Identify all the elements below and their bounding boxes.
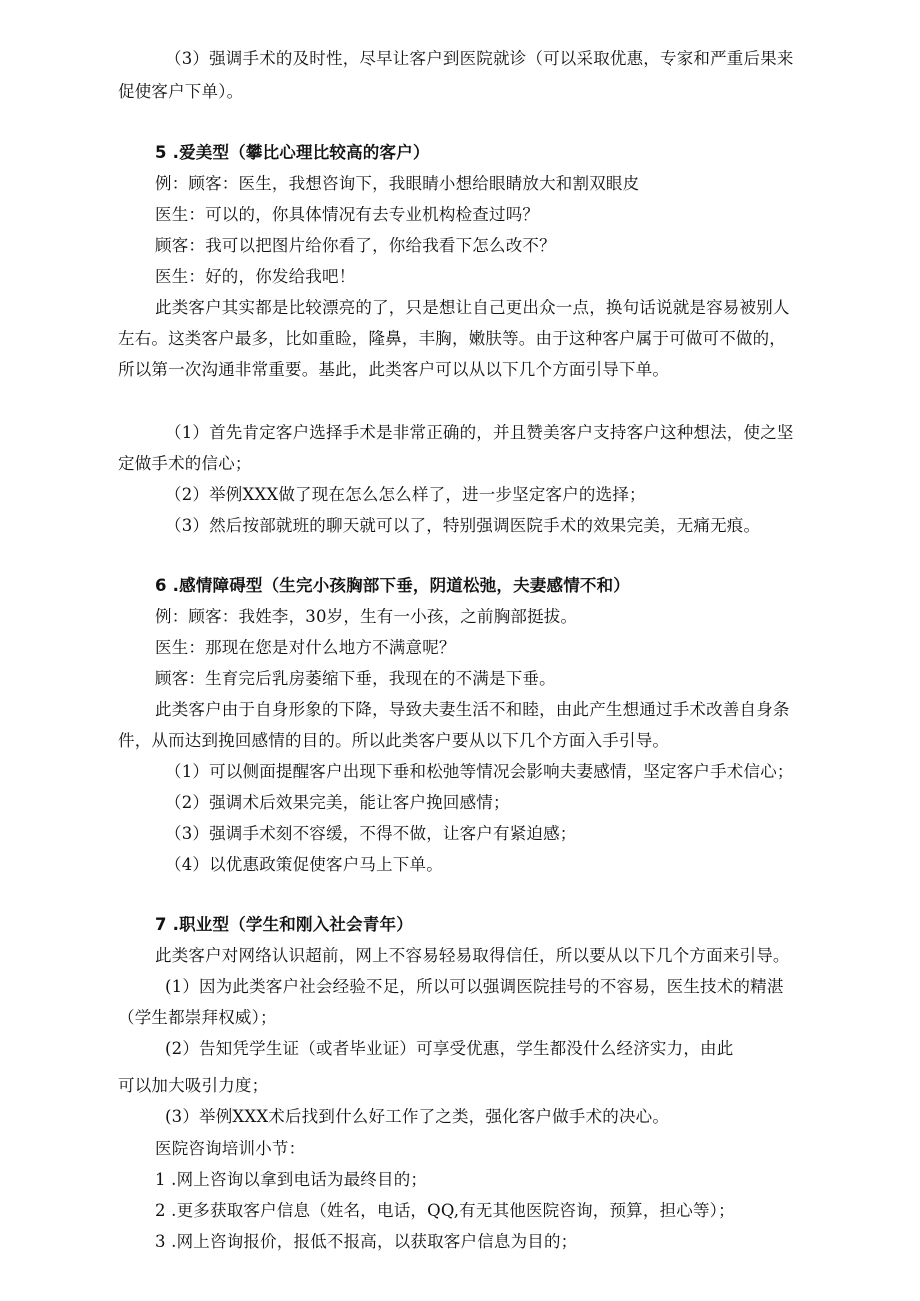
dialogue-line: 例：顾客：我姓李，30岁，生有一小孩，之前胸部挺拔。	[155, 607, 578, 626]
list-item: （3）然后按部就班的聊天就可以了，特别强调医院手术的效果完美，无痛无痕。	[165, 516, 761, 535]
dialogue-line: 医生：可以的，你具体情况有去专业机构检查过吗？	[155, 205, 540, 224]
dialogue-line: 医生：好的，你发给我吧！	[155, 267, 356, 286]
summary-item: 2 .更多获取客户信息（姓名，电话，QQ,有无其他医院咨询，预算，担心等）；	[155, 1201, 735, 1220]
list-item: (3）举例XXX术后找到什么好工作了之类，强化客户做手术的决心。	[165, 1107, 670, 1126]
dialogue-line: 医生：那现在您是对什么地方不满意呢？	[155, 638, 456, 657]
list-item: （1）首先肯定客户选择手术是非常正确的，并且赞美客户支持客户这种想法，使之坚	[165, 423, 794, 442]
paragraph-line: 此类客户对网络认识超前，网上不容易轻易取得信任，所以要从以下几个方面来引导。	[155, 946, 790, 965]
summary-title: 医院咨询培训小节：	[155, 1139, 306, 1158]
paragraph-line: （3）强调手术的及时性，尽早让客户到医院就诊（可以采取优惠，专家和严重后果来	[165, 49, 794, 68]
list-item: （3）强调手术刻不容缓，不得不做，让客户有紧迫感；	[165, 824, 577, 843]
dialogue-line: 顾客：生育完后乳房萎缩下垂，我现在的不满是下垂。	[155, 669, 556, 688]
paragraph-line: 促使客户下单）。	[118, 82, 244, 101]
list-item: (1）因为此类客户社会经验不足，所以可以强调医院挂号的不容易，医生技术的精湛	[165, 977, 784, 996]
dialogue-line: 顾客：我可以把图片给你看了，你给我看下怎么改不？	[155, 236, 556, 255]
paragraph-line: 此类客户由于自身形象的下降，导致夫妻生活不和睦，由此产生想通过手术改善自身条	[155, 700, 790, 719]
paragraph-line: 件，从而达到挽回感情的目的。所以此类客户要从以下几个方面入手引导。	[118, 731, 670, 750]
list-item: (2）告知凭学生证（或者毕业证）可享受优惠，学生都没什么经济实力，由此	[165, 1039, 734, 1058]
list-item: （2）强调术后效果完美，能让客户挽回感情；	[165, 793, 510, 812]
list-item: 定做手术的信心；	[118, 454, 252, 473]
section-heading: 7 .职业型（学生和刚入社会青年）	[155, 915, 413, 934]
list-item: （1）可以侧面提醒客户出现下垂和松弛等情况会影响夫妻感情，坚定客户手术信心；	[165, 762, 794, 781]
section-heading: 5 .爱美型（攀比心理比较高的客户）	[155, 143, 430, 162]
section-heading: 6 .感情障碍型（生完小孩胸部下垂，阴道松弛，夫妻感情不和）	[155, 576, 630, 595]
list-item: 可以加大吸引力度；	[118, 1076, 269, 1095]
list-item: （4）以优惠政策促使客户马上下单。	[165, 855, 443, 874]
list-item: （学生都崇拜权威）；	[118, 1008, 277, 1027]
paragraph-line: 所以第一次沟通非常重要。基此，此类客户可以从以下几个方面引导下单。	[118, 360, 670, 379]
paragraph-line: 此类客户其实都是比较漂亮的了，只是想让自己更出众一点，换句话说就是容易被别人	[155, 298, 790, 317]
summary-item: 3 .网上咨询报价，报低不报高，以获取客户信息为目的；	[155, 1232, 578, 1251]
list-item: （2）举例XXX做了现在怎么怎么样了，进一步坚定客户的选择；	[165, 485, 646, 504]
summary-item: 1 .网上咨询以拿到电话为最终目的；	[155, 1170, 428, 1189]
paragraph-line: 左右。这类客户最多，比如重睑，隆鼻，丰胸，嫩肤等。由于这种客户属于可做可不做的，	[118, 329, 786, 348]
dialogue-line: 例：顾客：医生，我想咨询下，我眼睛小想给眼睛放大和割双眼皮	[155, 174, 640, 193]
